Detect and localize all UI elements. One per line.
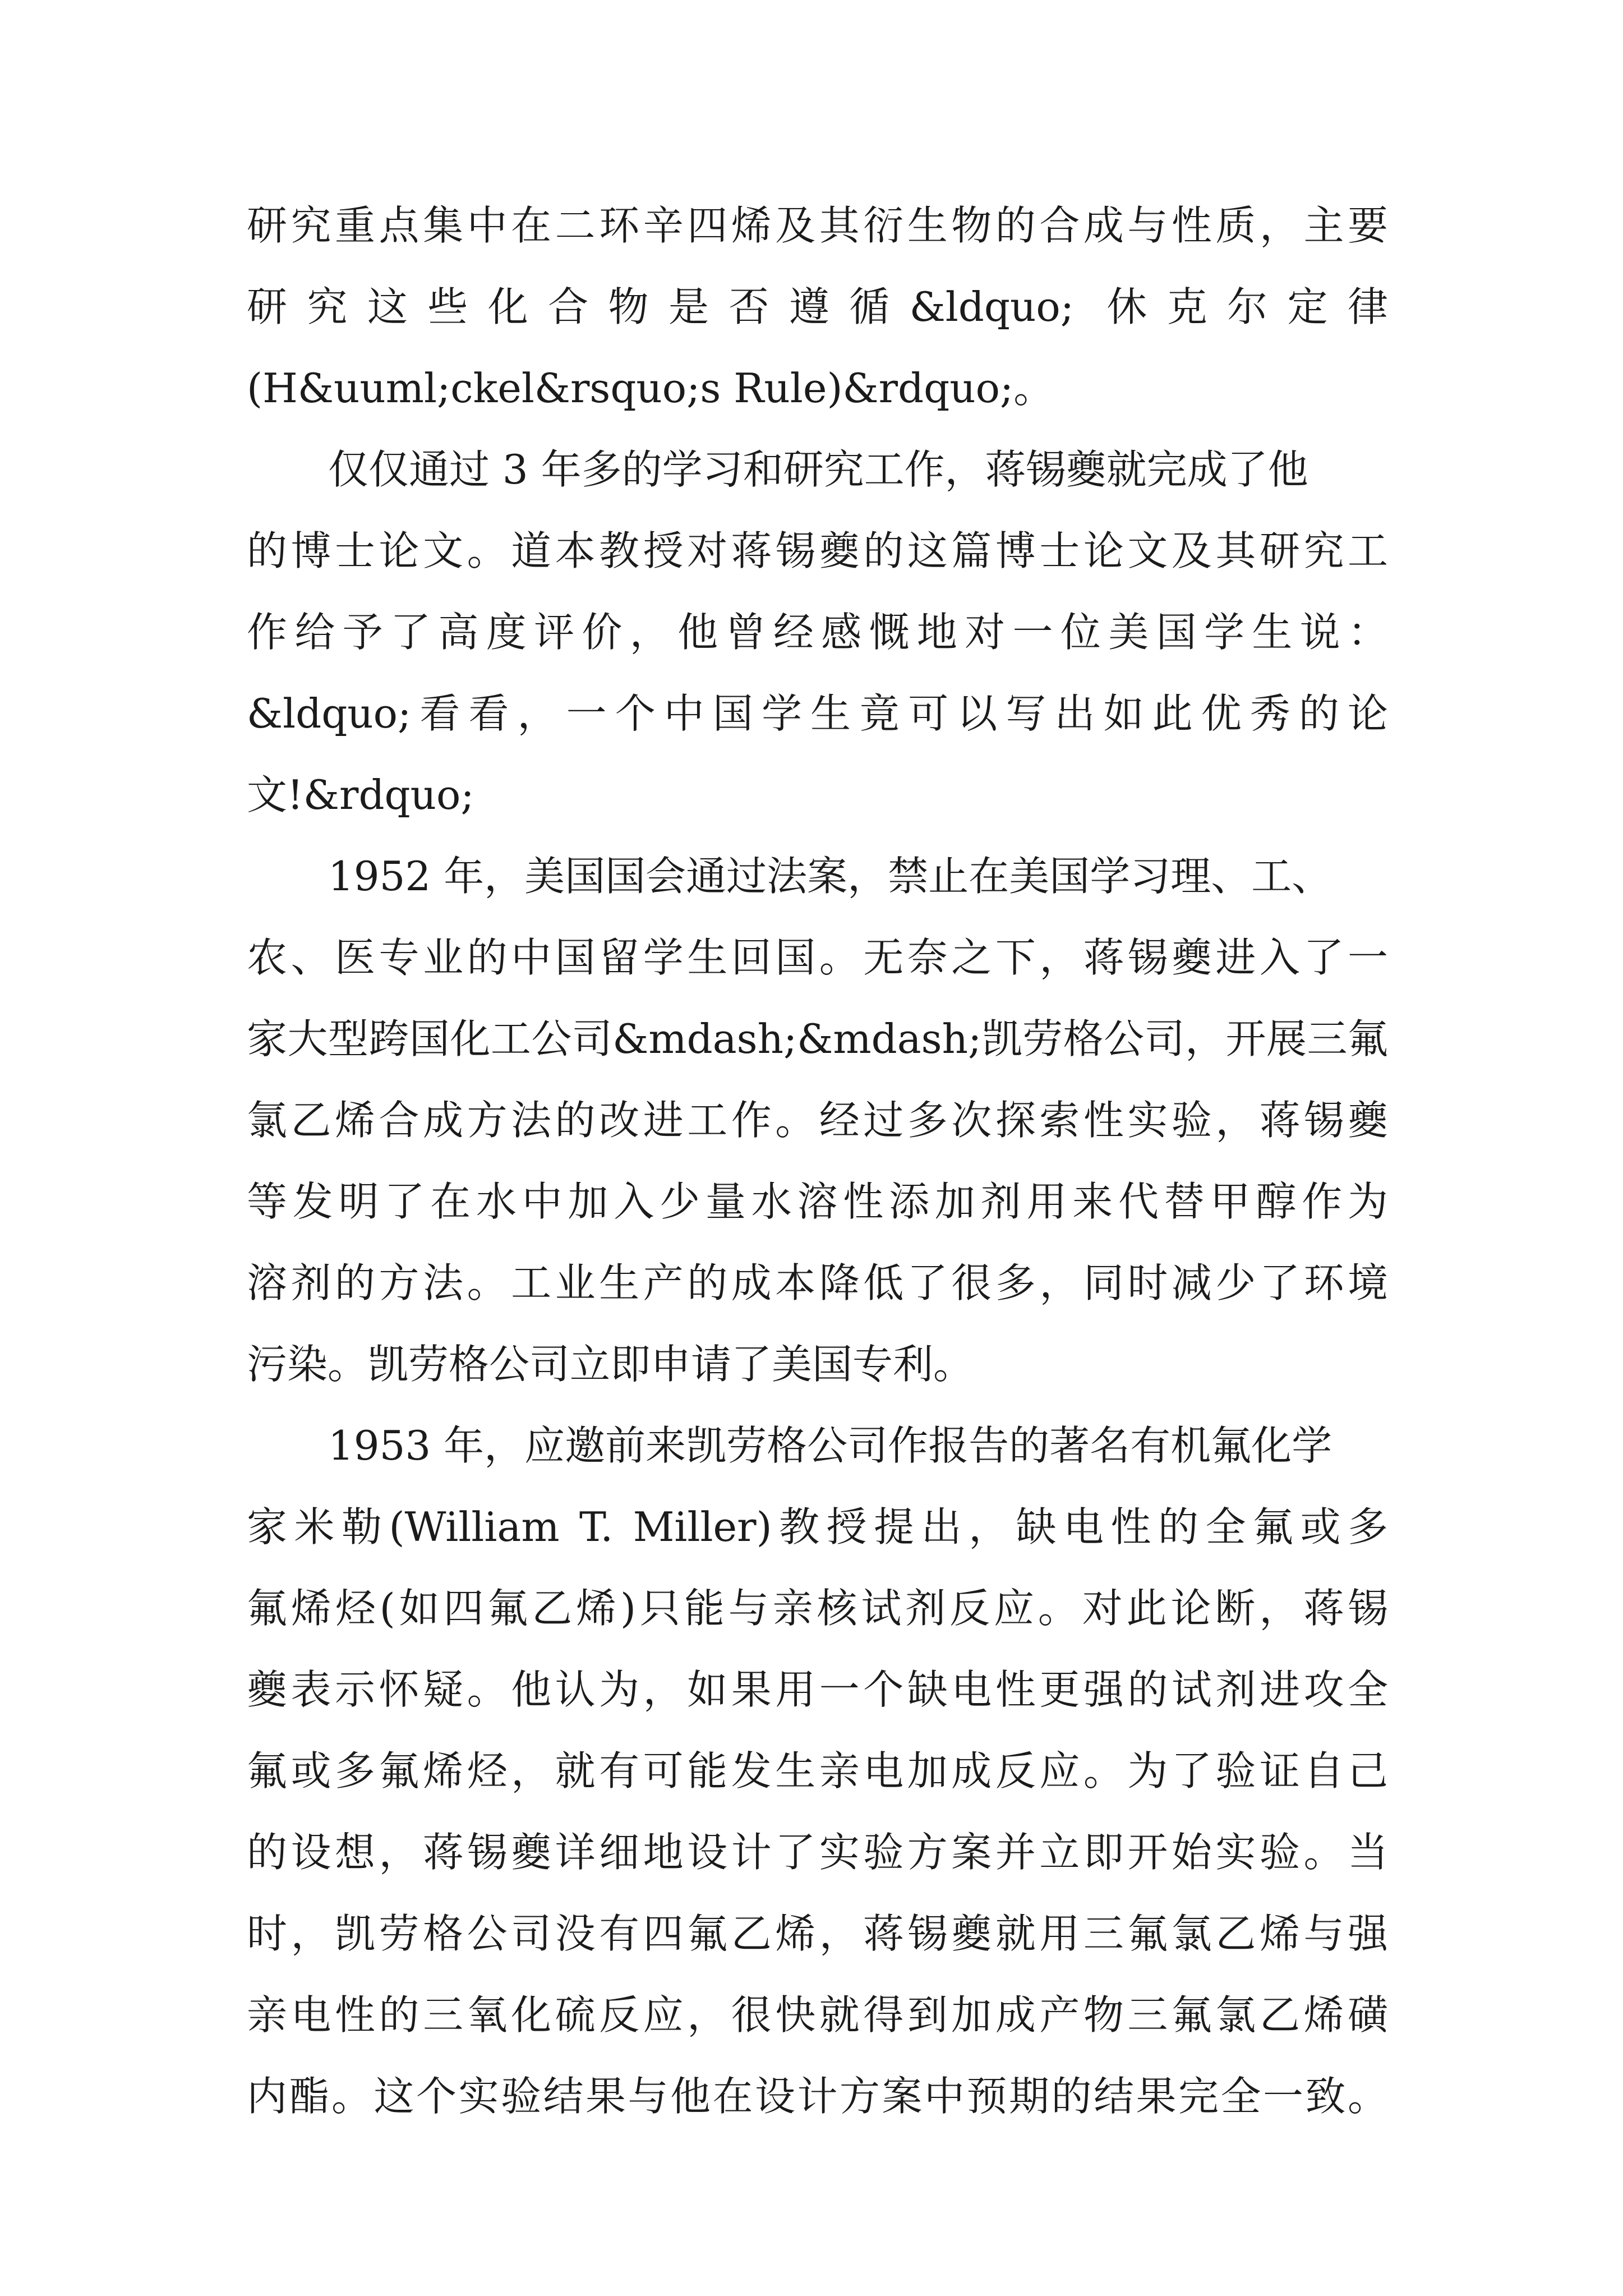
text-line: 氯乙烯合成方法的改进工作。经过多次探索性实验，蒋锡夔 [247,1097,1388,1144]
text-line: &ldquo;看看，一个中国学生竟可以写出如此优秀的论 [247,690,1388,737]
text-line: 农、医专业的中国留学生回国。无奈之下，蒋锡夔进入了一 [247,934,1388,981]
text-line: 1953 年，应邀前来凯劳格公司作报告的著名有机氟化学 [328,1422,1332,1469]
text-line: 亲电性的三氧化硫反应，很快就得到加成产物三氟氯乙烯磺 [247,1991,1388,2039]
text-line: 研究这些化合物是否遵循&ldquo; 休克尔定律 [247,283,1388,330]
text-line: 夔表示怀疑。他认为，如果用一个缺电性更强的试剂进攻全 [247,1666,1388,1713]
text-line: 等发明了在水中加入少量水溶性添加剂用来代替甲醇作为 [247,1178,1388,1225]
text-line: 文!&rdquo; [247,771,474,818]
document-body [247,185,1388,2120]
text-line: 的博士论文。道本教授对蒋锡夔的这篇博士论文及其研究工 [247,527,1388,574]
text-line: 家大型跨国化工公司&mdash;&mdash;凯劳格公司，开展三氟 [247,1015,1388,1062]
text-line: 溶剂的方法。工业生产的成本降低了很多，同时减少了环境 [247,1259,1388,1306]
text-line: (H&uuml;ckel&rsquo;s Rule)&rdquo;。 [247,365,1054,412]
text-line: 时，凯劳格公司没有四氟乙烯，蒋锡夔就用三氟氯乙烯与强 [247,1910,1388,1957]
text-line: 仅仅通过 3 年多的学习和研究工作，蒋锡夔就完成了他 [328,446,1308,493]
text-line: 的设想，蒋锡夔详细地设计了实验方案并立即开始实验。当 [247,1829,1388,1876]
text-line: 污染。凯劳格公司立即申请了美国专利。 [247,1341,974,1388]
text-line: 内酯。这个实验结果与他在设计方案中预期的结果完全一致。 [247,2073,1388,2120]
text-line: 家米勒(William T. Miller)教授提出，缺电性的全氟或多 [247,1503,1388,1550]
text-line: 1952 年，美国国会通过法案，禁止在美国学习理、工、 [328,853,1332,900]
text-line: 氟烯烃(如四氟乙烯)只能与亲核试剂反应。对此论断，蒋锡 [247,1585,1388,1632]
text-line: 氟或多氟烯烃，就有可能发生亲电加成反应。为了验证自己 [247,1747,1388,1795]
text-line: 作给予了高度评价，他曾经感慨地对一位美国学生说： [247,609,1388,656]
text-line: 研究重点集中在二环辛四烯及其衍生物的合成与性质，主要 [247,202,1388,249]
